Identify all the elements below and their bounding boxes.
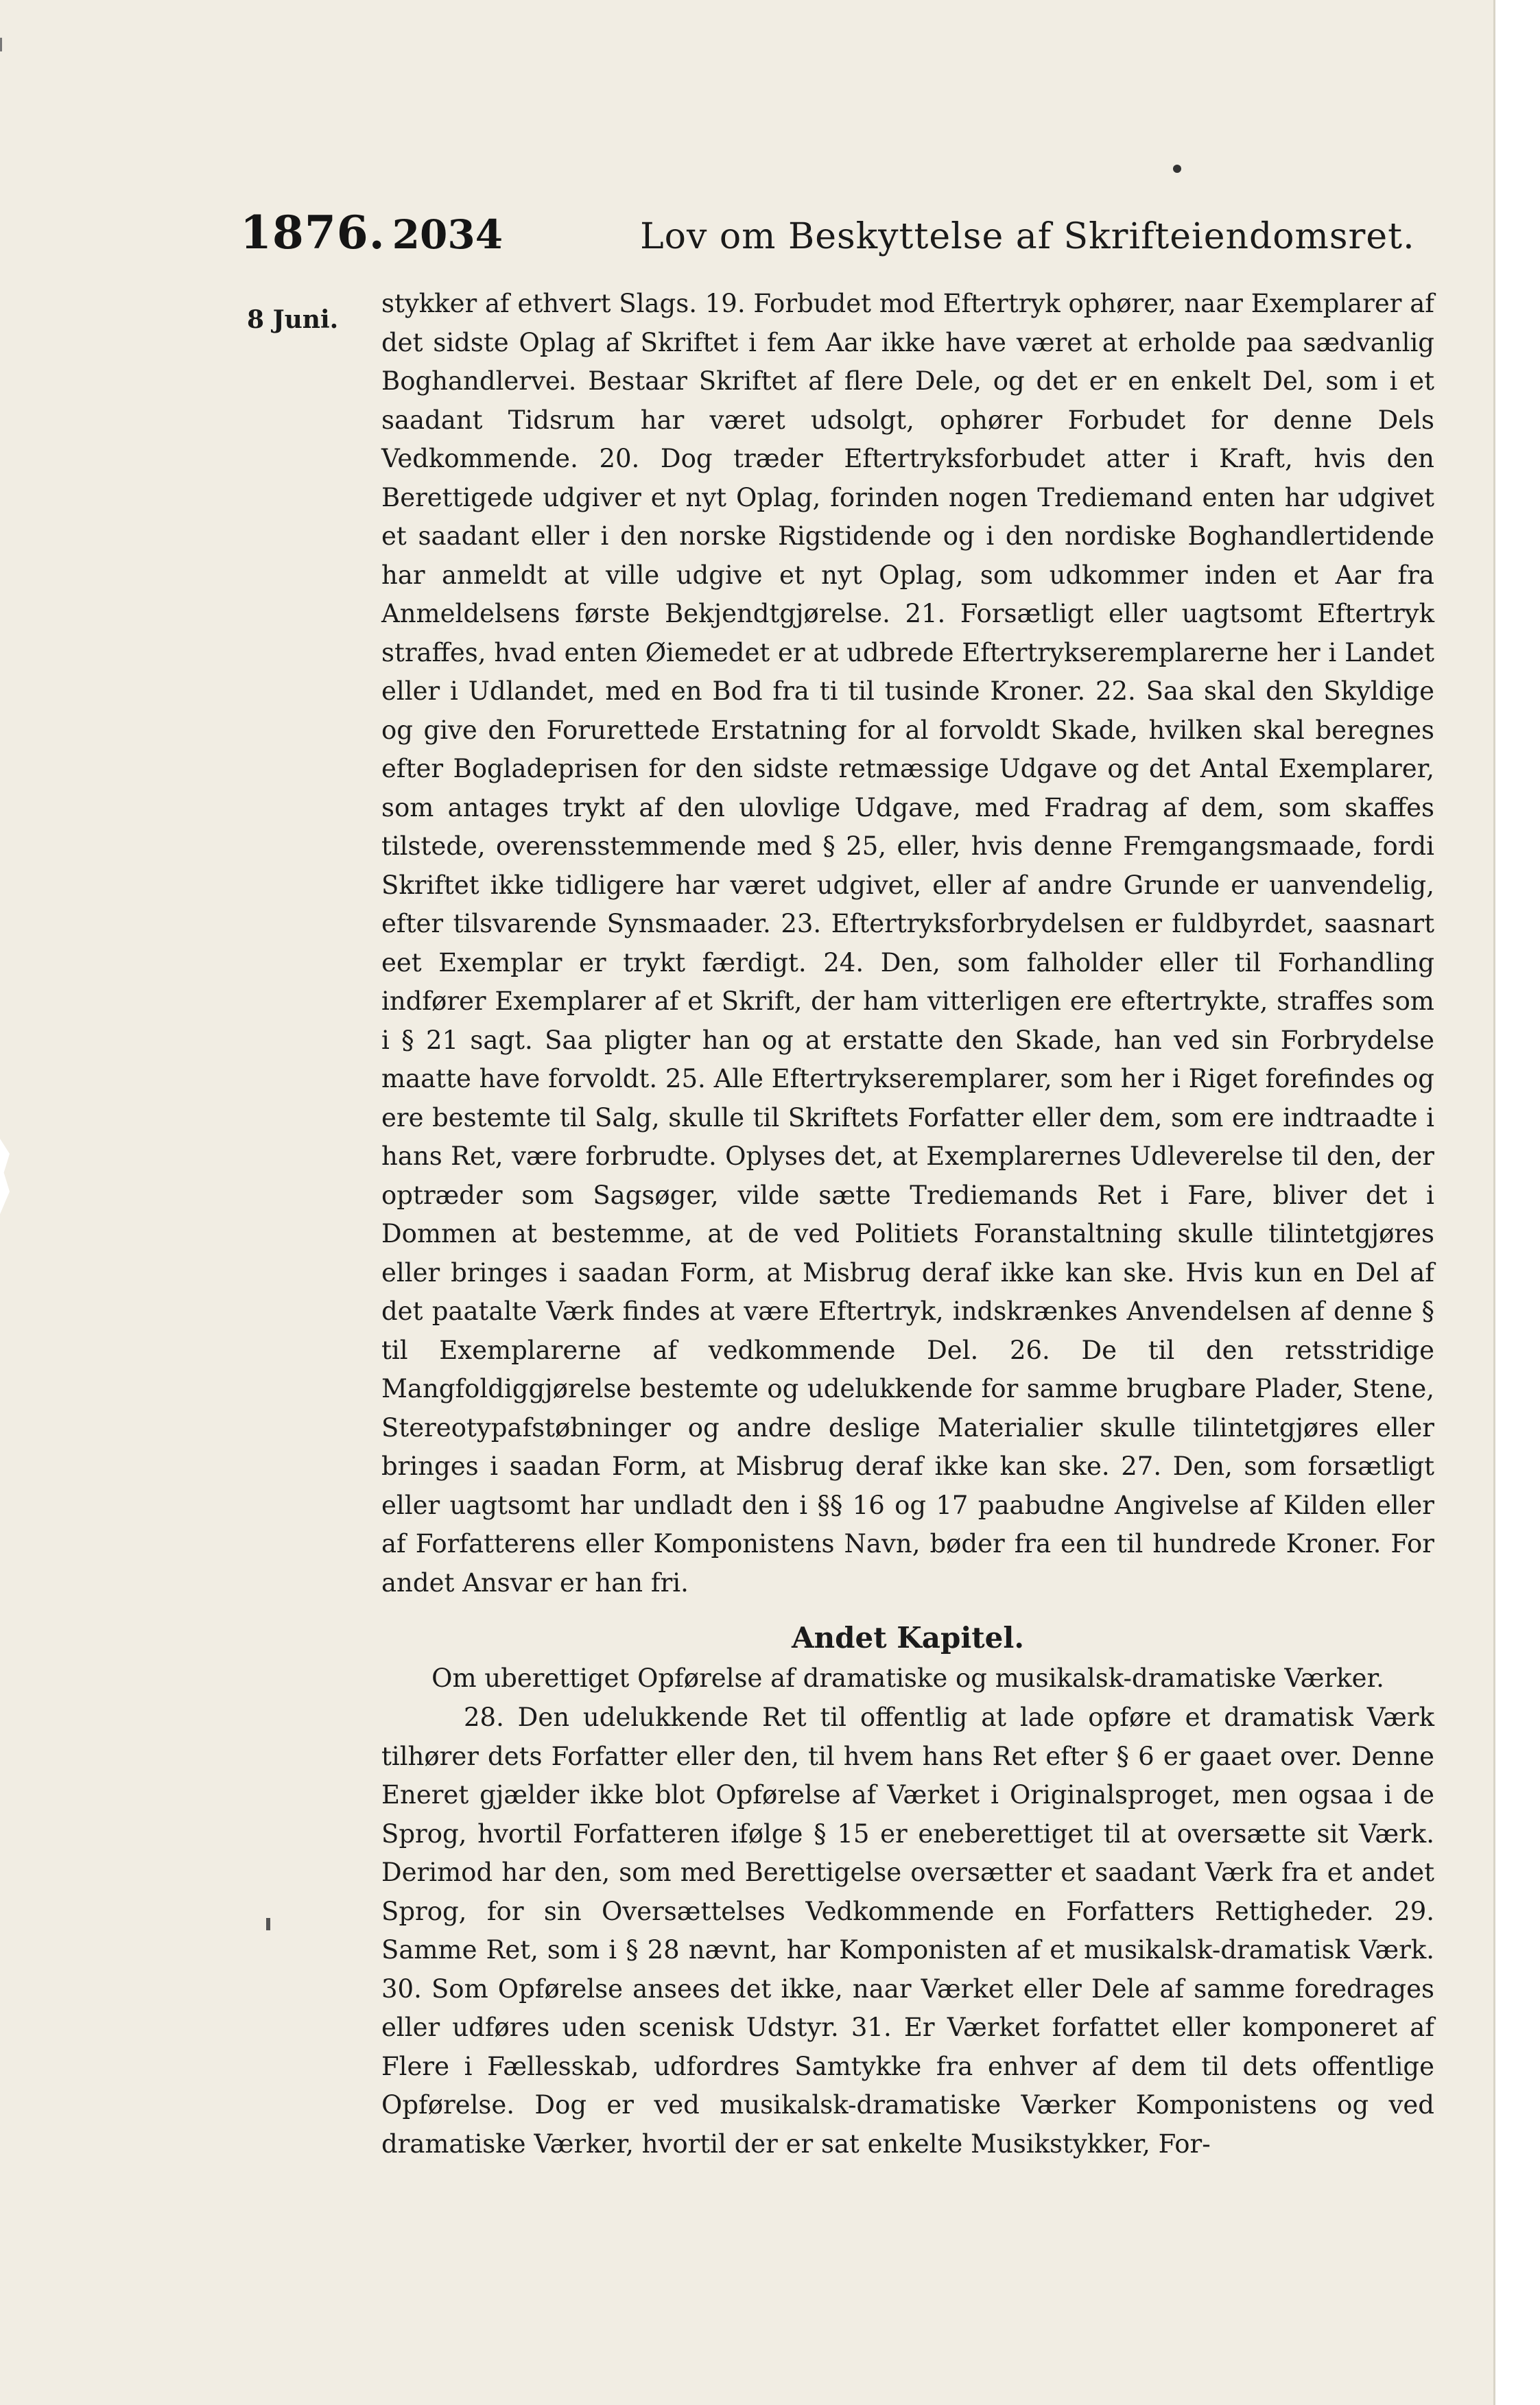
ink-mark — [266, 1918, 270, 1930]
year: 1876. — [240, 206, 386, 259]
chapter-heading: Andet Kapitel. — [792, 1621, 1024, 1655]
ink-spot — [1173, 165, 1181, 173]
page-header — [240, 206, 1441, 259]
running-title: Lov om Beskyttelse af Skrifteiendomsret. — [640, 216, 1415, 257]
paragraph-sections-19-27: stykker af ethvert Slags. 19. Forbudet mod Eftertryk ophører, naar Exemplarer af det sidste Oplag af Skriftet i fem Aar ikke have været at erholde paa sædvanlig Boghandlervei. Bestaar Skriftet af flere Dele, og det er en enkelt Del, som i et saadant Tidsrum har været udsolgt, ophører Forbudet for denne Dels Vedkommende. 20. Dog træder Eftertryksforbudet atter i Kraft, hvis den Berettigede udgiver et nyt Oplag, forinden nogen Trediemand enten har udgivet et saadant eller i den norske Rigstidende og i den nordiske Boghandlertidende har anmeldt at ville udgive et nyt Oplag, som udkommer inden et Aar fra Anmeldelsens første Bekjendtgjørelse. 21. Forsætligt eller uagtsomt Eftertryk straffes, hvad enten Øiemedet er at udbrede Eftertrykseremplarerne her i Landet eller i Udlandet, med en Bod fra ti til tusinde Kroner. 22. Saa skal den Skyldige og give den Forurettede Erstatning for al forvoldt Skade, hvilken skal beregnes efter Bogladeprisen for den sidste retmæssige Udgave og det Antal Exemplarer, som antages trykt af den ulovlige Udgave, med Fradrag af dem, som skaffes tilstede, overensstemmende med § 25, eller, hvis denne Fremgangsmaade, fordi Skriftet ikke tidligere har været udgivet, eller af andre Grunde er uanvendelig, efter tilsvarende Synsmaader. 23. Eftertryksforbrydelsen er fuldbyrdet, saasnart eet Exemplar er trykt færdigt. 24. Den, som falholder eller til Forhandling indfører Exemplarer af et Skrift, der ham vitterligen ere eftertrykte, straffes som i § 21 sagt. Saa pligter han og at erstatte den Skade, han ved sin Forbrydelse maatte have forvoldt. 25. Alle Eftertrykseremplarer, som her i Riget forefindes og ere bestemte til Salg, skulle til Skriftets Forfatter eller dem, som ere indtraadte i hans Ret, være forbrudte. Oplyses det, at Exemplarernes Udleverelse til den, der optræder som Sagsøger, vilde sætte Trediemands Ret i Fare, bliver det i Dommen at bestemme, at de ved Politiets Foranstaltning skulle tilintetgjøres eller bringes i saadan Form, at Misbrug deraf ikke kan ske. Hvis kun en Del af det paatalte Værk findes at være Eftertryk, indskrænkes Anvendelsen af denne § til Exemplarerne af vedkommende Del. 26. De til den retsstridige Mangfoldiggjørelse bestemte og udelukkende for samme brugbare Plader, Stene, Stereotypafstøbninger og andre deslige Materialier skulle tilintetgjøres eller bringes i saadan Form, at Misbrug deraf ikke kan ske. 27. Den, som forsætligt eller uagtsomt har undladt den i §§ 16 og 17 paabudne Angivelse af Kilden eller af Forfatterens eller Komponistens Navn, bøder fra een til hundrede Kroner. For andet Ansvar er han fri. — [381, 289, 1434, 1598]
body-text — [381, 285, 1434, 2164]
margin-date: 8 Juni. — [247, 305, 339, 334]
paragraph-sections-28-31: 28. Den udelukkende Ret til offentlig at lade opføre et dramatisk Værk tilhører dets Forfatter eller den, til hvem hans Ret efter § 6 er gaaet over. Denne Eneret gjælder ikke blot Opførelse af Værket i Originalsproget, men ogsaa i de Sprog, hvortil Forfatteren ifølge § 15 er eneberettiget til at oversætte sit Værk. Derimod har den, som med Berettigelse oversætter et saadant Værk fra et andet Sprog, for sin Oversættelses Vedkommende en Forfatters Rettigheder. 29. Samme Ret, som i § 28 nævnt, har Komponisten af et musikalsk-dramatisk Værk. 30. Som Opførelse ansees det ikke, naar Værket eller Dele af samme foredrages eller udføres uden scenisk Udstyr. 31. Er Værket forfattet eller komponeret af Flere i Fællesskab, udfordres Samtykke fra enhver af dem til dets offentlige Opførelse. Dog er ved musikalsk-dramatiske Værker Komponistens og ved dramatiske Værker, hvortil der er sat enkelte Musikstykker, For- — [381, 1703, 1434, 2159]
chapter-subheading: Om uberettiget Opførelse af dramatiske og musikalsk-dramatiske Værker. — [431, 1663, 1384, 1693]
corner-mark — [0, 38, 10, 51]
page-number: 2034 — [392, 211, 504, 258]
